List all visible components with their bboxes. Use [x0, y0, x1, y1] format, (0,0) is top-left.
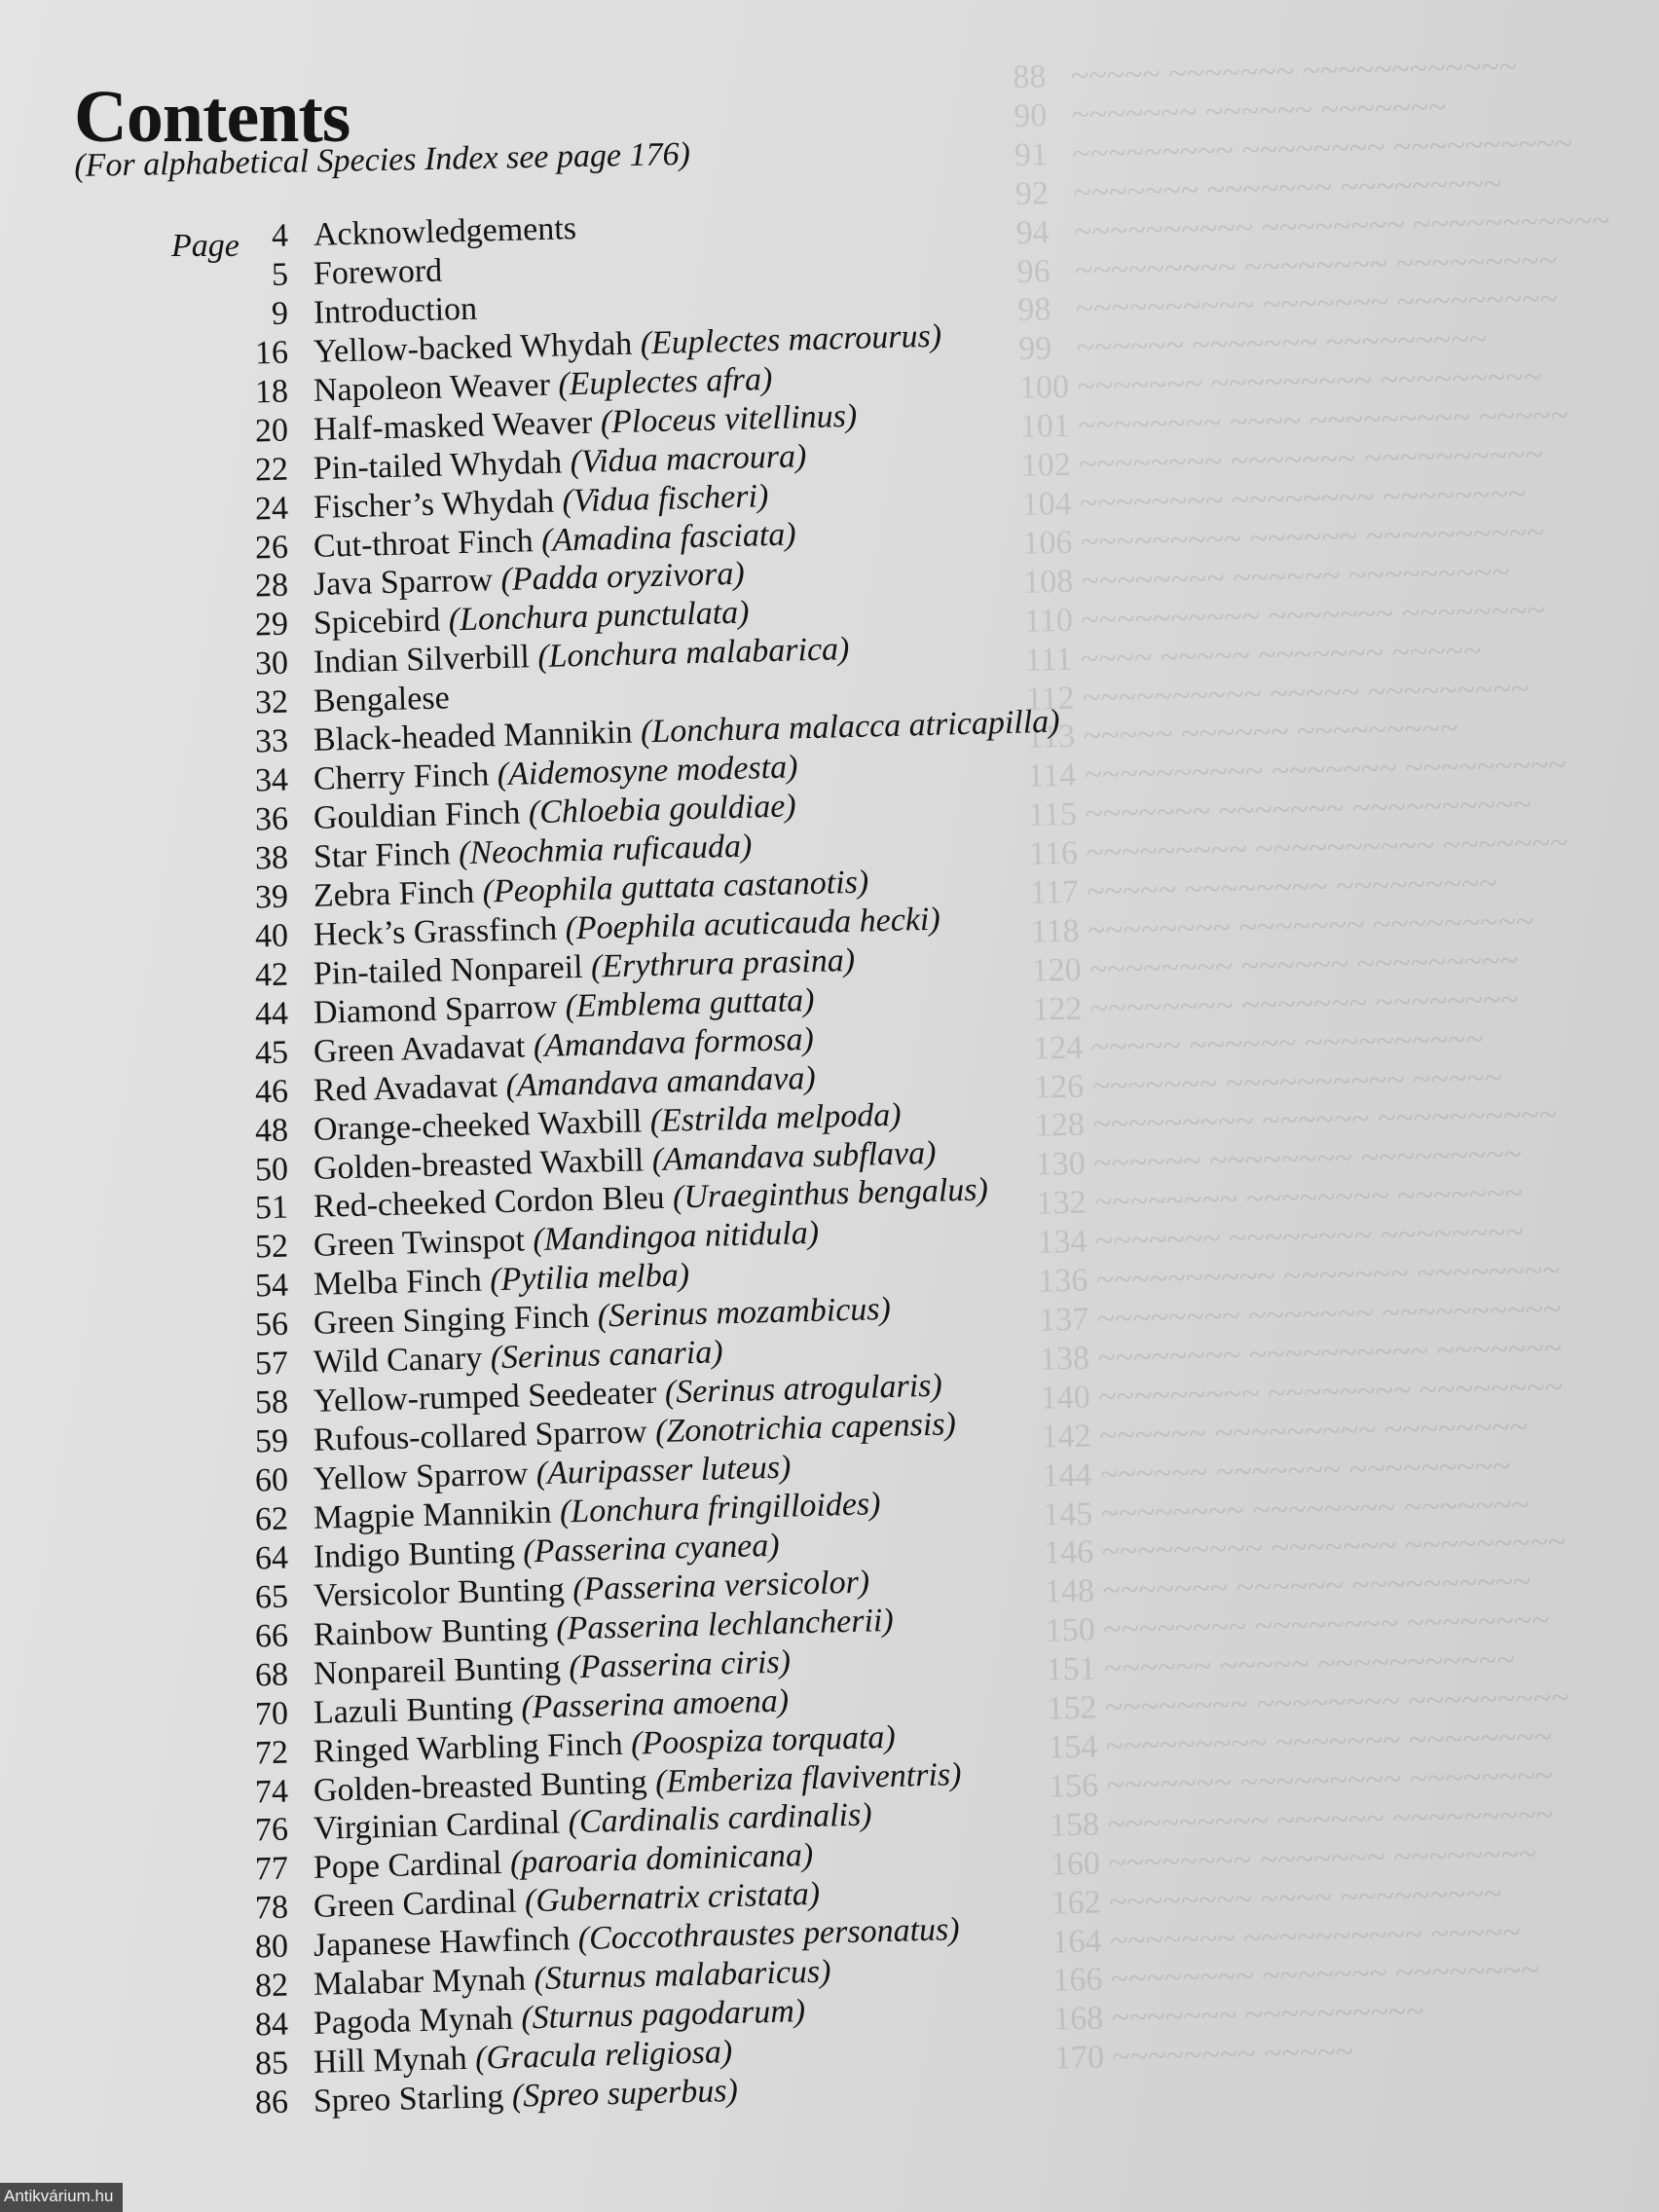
toc-common-name: Golden-breasted Waxbill: [313, 1141, 645, 1187]
toc-common-name: Star Finch: [313, 835, 452, 875]
toc-common-name: Java Sparrow: [313, 562, 494, 604]
toc-common-name: Green Singing Finch: [313, 1299, 590, 1343]
toc-scientific-name: (Passerina lechlancherii): [555, 1602, 895, 1647]
toc-common-name: Lazuli Bunting: [313, 1689, 514, 1731]
toc-scientific-name: (Passerina versicolor): [571, 1564, 870, 1607]
toc-scientific-name: (Padda oryzivora): [500, 556, 746, 599]
toc-common-name: Half-masked Weaver: [313, 404, 593, 448]
toc-page-number: 76: [254, 1812, 289, 1849]
toc-page-number: 82: [254, 1967, 289, 2005]
toc-scientific-name: (Peophila guttata castanotis): [482, 864, 869, 910]
toc-common-name: Black-headed Mannikin: [313, 714, 633, 759]
toc-scientific-name: (paroaria dominicana): [509, 1837, 814, 1882]
toc-page-number: 36: [254, 800, 289, 838]
toc-common-name: Yellow Sparrow: [313, 1456, 529, 1497]
toc-page-number: 26: [254, 529, 289, 566]
toc-scientific-name: (Sturnus pagodarum): [520, 1993, 806, 2037]
toc-scientific-name: (Vidua fischeri): [562, 477, 769, 520]
toc-page-number: 18: [254, 373, 289, 411]
toc-page-number: 39: [254, 878, 289, 916]
toc-scientific-name: (Neochmia ruficauda): [458, 828, 753, 872]
toc-scientific-name: (Euplectes macrourus): [640, 317, 942, 362]
toc-page-number: 78: [254, 1889, 289, 1927]
toc-common-name: Pagoda Mynah: [313, 2000, 514, 2043]
toc-common-name: Orange-cheeked Waxbill: [313, 1102, 643, 1148]
toc-page-number: 80: [254, 1928, 289, 1966]
toc-scientific-name: (Lonchura malacca atricapilla): [640, 703, 1060, 751]
toc-scientific-name: (Uraeginthus bengalus): [672, 1171, 989, 1217]
toc-page-number: 33: [254, 722, 289, 760]
toc-common-name: Bengalese: [313, 680, 451, 720]
toc-common-name: Rainbow Bunting: [313, 1610, 549, 1653]
toc-scientific-name: (Amadina fasciata): [540, 515, 797, 559]
toc-page-number: 5: [271, 256, 289, 293]
contents-list: [234, 210, 1207, 2123]
toc-common-name: Versicolor Bunting: [313, 1571, 566, 1614]
toc-page-number: 16: [254, 334, 289, 372]
toc-page-number: 54: [254, 1267, 289, 1305]
toc-common-name: Green Avadavat: [313, 1028, 526, 1070]
toc-scientific-name: (Passerina cyanea): [522, 1527, 781, 1570]
toc-common-name: Cut-throat Finch: [313, 522, 535, 565]
toc-scientific-name: (Ploceus vitellinus): [600, 397, 858, 441]
toc-page-number: 77: [254, 1850, 289, 1888]
toc-page-number: 32: [254, 683, 289, 721]
toc-scientific-name: (Auripasser luteus): [535, 1449, 792, 1493]
toc-page-number: 50: [254, 1151, 289, 1188]
toc-page-number: 40: [254, 917, 289, 955]
toc-page-number: 51: [254, 1190, 289, 1227]
toc-scientific-name: (Amandava formosa): [533, 1020, 815, 1064]
toc-page-number: 62: [254, 1500, 289, 1538]
toc-common-name: Malabar Mynah: [313, 1961, 527, 2004]
toc-common-name: Spreo Starling: [313, 2078, 504, 2120]
toc-scientific-name: (Aidemosyne modesta): [497, 749, 798, 793]
toc-page-number: 24: [254, 490, 289, 527]
toc-common-name: Acknowledgements: [313, 210, 577, 253]
toc-page-number: 22: [254, 451, 289, 489]
toc-scientific-name: (Lonchura malabarica): [536, 631, 850, 676]
toc-page-number: 86: [254, 2083, 289, 2121]
toc-common-name: Pin-tailed Nonpareil: [313, 948, 583, 992]
toc-page-number: 56: [254, 1306, 289, 1344]
toc-scientific-name: (Vidua macroura): [570, 437, 807, 480]
toc-page-number: 58: [254, 1383, 289, 1421]
toc-page-number: 48: [254, 1112, 289, 1149]
page-title: Contents: [74, 76, 350, 158]
toc-page-number: 52: [254, 1228, 289, 1266]
toc-page-number: 65: [254, 1578, 289, 1616]
toc-page-number: 29: [254, 606, 289, 644]
toc-common-name: Japanese Hawfinch: [313, 1921, 571, 1965]
toc-common-name: Gouldian Finch: [313, 794, 521, 836]
toc-scientific-name: (Lonchura punctulata): [448, 594, 750, 639]
toc-page-number: 64: [254, 1539, 289, 1577]
toc-scientific-name: (Gubernatrix cristata): [524, 1876, 821, 1920]
index-reference-note: (For alphabetical Species Index see page 176): [74, 135, 691, 184]
bleed-through-text: 88 ~~~~~ ~~~~~~~ ~~~~~~~~~~~~ 90 ~~~~~~~ ~~~~~~ ~~~~~~~ 91 ~~~~~~~~~ ~~~~~~~~ ~~~~~~~~~~ 92 ~~~~~~~ ~~~~~~~ ~~~~~~~~~ 94 ~~~~~~~~~~ ~~~~~~~~ ~~~~~~~~~~~ 96 ~~~~~~~~~ ~~~~~~~~ ~~~~~~~~~ 98 ~~~~~~~~~~ ~~~~~~~ ~~~~~~~~~ 99 ~~~~~~ ~~~~~~~ ~~~~~~~~~ 100 ~~~~~~~ ~~~~~~~~~ ~~~~~~~~~ 101 ~~~~~~~~ ~~~~ ~~~~~~~~~ ~~~~~ 102 ~~~~~~~~ ~~~~~~~ ~~~~~~~~~~ 104 ~~~~~~~~ ~~~~~~~~ ~~~~~~~~ 106 ~~~~~~~~~ ~~~~~~ ~~~~~~~~~~ 108 ~~~~~~~~ ~~~~~~ ~~~~~~~~~ 110 ~~~~~~~~~~ ~~~~~~~ ~~~~~~~~ 111 ~~~~ ~~~~~ ~~~~~~~ ~~~~~ 112 ~~~~~~~~~~ ~~~~~ ~~~~~~~~~ 113 ~~~~~ ~~~~~~ ~~~~~~~~~ 114 ~~~~~~~~~~ ~~~~~~~ ~~~~~~~~~ 115 ~~~~~~~ ~~~~~~~ ~~~~~~~~~~ 116 ~~~~~~~~~ ~~~~~~~~~~ ~~~~~~~ 117 ~~~~~ ~~~~~~~~ ~~~~~~~~~ 118 ~~~~~~~~ ~~~~~~~ ~~~~~~~~~ 120 ~~~~~~~~ ~~~~~~ ~~~~~~~~~ 122 ~~~~~~~~ ~~~~~~~ ~~~~~~~~ 124 ~~~~~ ~~~~~~ ~~~~~~~~~~ 126 ~~~~~~~ ~~~~~~~~~~ ~~~~~ 128 ~~~~~~~~~ ~~~~~~ ~~~~~~~~~~ 130 ~~~~~~ ~~~~~~~~ ~~~~~~~~~ 132 ~~~~~~~~ ~~~~~~~~ ~~~~~~~ 134 ~~~~~~~ ~~~~~~~~ ~~~~~~~~ 136 ~~~~~~~~~~ ~~~~~~~ ~~~~~~~~ 137 ~~~~~~~~ ~~~~~~~ ~~~~~~~~~~ 138 ~~~~~~~~ ~~~~~~~~~~ ~~~~~~~ 140 ~~~~~~~~~ ~~~~~~~~ ~~~~~~~~ 142 ~~~~~~ ~~~~~~~~~ ~~~~~~~~ 144 ~~~~~~ ~~~~~~~ ~~~~~~~~~ 145 ~~~~~~~~ ~~~~~~~~ ~~~~~~~ 146 ~~~~~~~~~ ~~~~~~~ ~~~~~~~~~ 148 ~~~~~~~ ~~~~~~ ~~~~~~~~~~ 150 ~~~~~~~~ ~~~~~~~~ ~~~~~~~~ 151 ~~~~~~ ~~~~~ ~~~~~~~~~~~ 152 ~~~~~~~~ ~~~~~~~~ ~~~~~~~~~ 154 ~~~~~~~~~ ~~~~~~~ ~~~~~~~~ 156 ~~~~~~~ ~~~~~~~~~ ~~~~~~~~ 158 ~~~~~~~~~ ~~~~~~ ~~~~~~~~~ 160 ~~~~~~~~ ~~~~~~~ ~~~~~~~~ 162 ~~~~~~~~ ~~~~ ~~~~~~~~~ 164 ~~~~~~~ ~~~~~~~~~~ ~~~~~ 166 ~~~~~~~~ ~~~~~~~ ~~~~~~~~ 168 ~~~~~~~ ~~~~~~~~~~ 170 ~~~~~~~~ ~~~~~: [1013, 49, 1610, 2077]
toc-scientific-name: (Estrilda melpoda): [649, 1096, 902, 1139]
toc-common-name: Diamond Sparrow: [313, 988, 558, 1031]
toc-scientific-name: (Mandingoa nitidula): [532, 1215, 820, 1259]
toc-scientific-name: (Gracula religiosa): [474, 2034, 733, 2077]
toc-scientific-name: (Lonchura fringilloides): [559, 1486, 881, 1530]
toc-page-number: 74: [254, 1773, 289, 1810]
toc-page-number: 44: [254, 995, 289, 1033]
toc-common-name: Wild Canary: [313, 1340, 483, 1382]
toc-scientific-name: (Passerina amoena): [520, 1682, 790, 1726]
toc-page-number: 34: [254, 761, 289, 799]
toc-common-name: Spicebird: [313, 603, 441, 643]
toc-common-name: Pope Cardinal: [313, 1845, 502, 1887]
toc-scientific-name: (Pytilia melba): [489, 1257, 690, 1299]
toc-page-number: 20: [254, 412, 289, 450]
toc-page-number: 66: [254, 1617, 289, 1655]
toc-common-name: Golden-breasted Bunting: [313, 1763, 648, 1809]
toc-page-number: 70: [254, 1695, 289, 1733]
watermark-text: Antikvárium.hu: [0, 2183, 123, 2212]
toc-common-name: Indigo Bunting: [313, 1533, 516, 1575]
toc-scientific-name: (Serinus canaria): [490, 1334, 724, 1377]
toc-common-name: Cherry Finch: [313, 756, 490, 798]
toc-scientific-name: (Erythrura prasina): [590, 941, 856, 985]
toc-common-name: Indian Silverbill: [313, 639, 531, 682]
toc-scientific-name: (Serinus mozambicus): [597, 1291, 892, 1335]
toc-scientific-name: (Emberiza flaviventris): [654, 1755, 962, 1800]
toc-scientific-name: (Poospiza torquata): [630, 1718, 897, 1762]
toc-common-name: Fischer’s Whydah: [313, 483, 555, 526]
toc-page-number: 45: [254, 1034, 289, 1072]
toc-common-name: Ringed Warbling Finch: [313, 1725, 624, 1770]
toc-page-number: 60: [254, 1461, 289, 1499]
toc-scientific-name: (Serinus atrogularis): [664, 1367, 943, 1411]
toc-common-name: Yellow-rumped Seedeater: [313, 1375, 657, 1420]
toc-scientific-name: (Zonotrichia capensis): [654, 1406, 957, 1451]
toc-page-number: 57: [254, 1345, 289, 1382]
toc-scientific-name: (Passerina ciris): [568, 1643, 792, 1685]
toc-common-name: Heck’s Grassfinch: [313, 910, 558, 953]
toc-scientific-name: (Amandava subflava): [651, 1134, 937, 1178]
toc-common-name: Hill Mynah: [313, 2041, 468, 2081]
toc-common-name: Napoleon Weaver: [313, 366, 551, 409]
toc-scientific-name: (Emblema guttata): [565, 981, 815, 1025]
toc-page-number: 9: [271, 295, 289, 332]
toc-common-name: Nonpareil Bunting: [313, 1649, 562, 1692]
toc-common-name: Green Cardinal: [313, 1883, 518, 1926]
toc-scientific-name: (Cardinalis cardinalis): [568, 1796, 872, 1841]
toc-common-name: Foreword: [313, 252, 443, 292]
toc-common-name: Red-cheeked Cordon Bleu: [313, 1180, 665, 1226]
toc-page-number: 59: [254, 1422, 289, 1460]
toc-page-number: 30: [254, 645, 289, 682]
toc-scientific-name: (Spreo superbus): [511, 2072, 739, 2115]
toc-page-number: 84: [254, 2006, 289, 2044]
toc-common-name: Green Twinspot: [313, 1222, 526, 1265]
toc-common-name: Virginian Cardinal: [313, 1804, 561, 1848]
toc-scientific-name: (Amandava amandava): [505, 1059, 817, 1104]
toc-scientific-name: (Sturnus malabaricus): [534, 1953, 831, 1998]
toc-scientific-name: (Coccothraustes personatus): [577, 1911, 961, 1958]
toc-common-name: Magpie Mannikin: [313, 1493, 552, 1536]
toc-page-number: 38: [254, 839, 289, 877]
toc-scientific-name: (Euplectes afra): [557, 360, 773, 403]
toc-common-name: Introduction: [313, 290, 478, 331]
toc-scientific-name: (Poephila acuticauda hecki): [565, 901, 941, 947]
toc-page-number: 72: [254, 1734, 289, 1771]
toc-page-number: 68: [254, 1656, 289, 1694]
toc-page-number: 85: [254, 2045, 289, 2083]
toc-common-name: Pin-tailed Whydah: [313, 444, 563, 487]
page-column-label: Page: [171, 228, 240, 264]
toc-page-number: 46: [254, 1073, 289, 1111]
toc-common-name: Zebra Finch: [313, 873, 475, 914]
toc-common-name: Melba Finch: [313, 1262, 483, 1304]
toc-scientific-name: (Chloebia gouldiae): [528, 788, 797, 831]
toc-common-name: Red Avadavat: [313, 1067, 498, 1109]
toc-page-number: 42: [254, 956, 289, 994]
toc-page-number: 4: [271, 217, 289, 255]
toc-common-name: Yellow-backed Whydah: [313, 325, 633, 370]
toc-page-number: 28: [254, 568, 289, 605]
toc-common-name: Rufous-collared Sparrow: [313, 1414, 648, 1458]
